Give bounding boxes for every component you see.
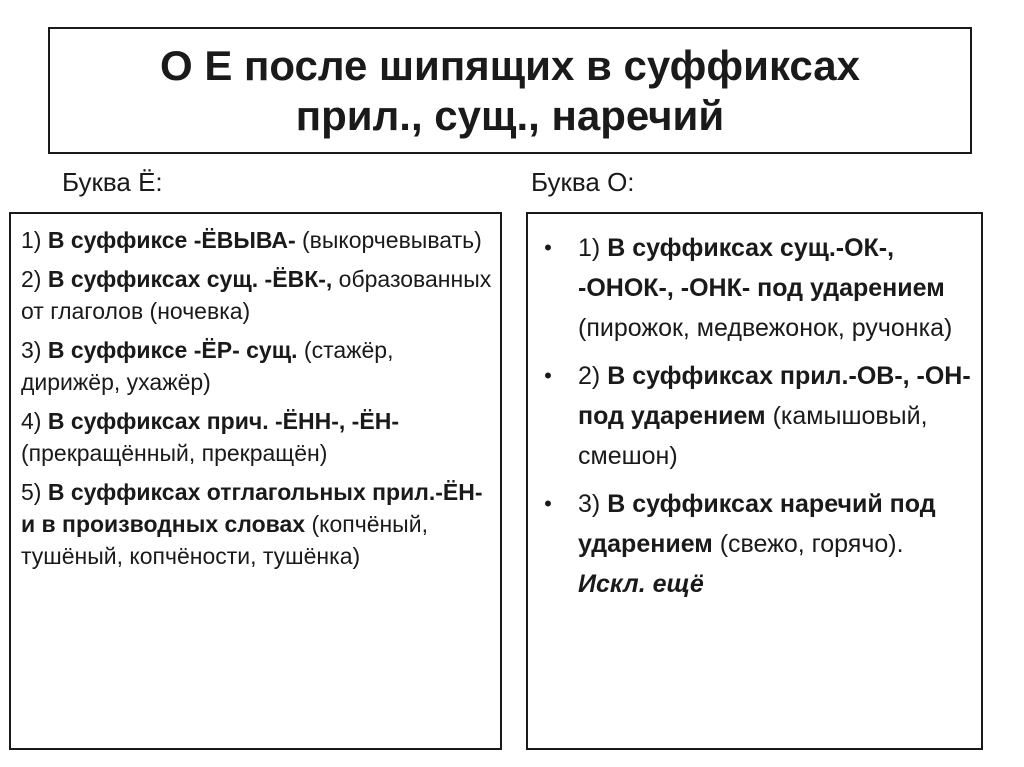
rule-number: 4)	[21, 408, 48, 434]
rule-bold-text: В суффиксах прич. -ЁНН-, -ЁН-	[47, 408, 399, 434]
rule-bold-text: В суффиксах сущ.-ОК-, -ОНОК-, -ОНК- под ударением	[578, 234, 945, 302]
right-rule-item	[538, 228, 978, 348]
rule-number: 3)	[578, 490, 608, 518]
bullet-icon: •	[544, 491, 552, 516]
left-column-label: Буква Ё:	[62, 167, 163, 197]
rule-example-text: (камышовый, смешон)	[578, 402, 928, 470]
right-rule-item	[538, 484, 978, 604]
rule-bold-text: В суффиксах сущ. -ЁВК-,	[47, 266, 333, 292]
rule-number: 5)	[21, 479, 48, 505]
rule-bold-text: В суффиксах отглагольных прил.-ЁН- и в производных словах	[21, 479, 483, 537]
left-rule-item	[21, 476, 496, 572]
right-rules-list	[538, 228, 978, 612]
rule-example-text: (выкорчевывать)	[295, 227, 482, 253]
rule-bold-text: В суффиксе -ЁР- сущ.	[47, 337, 298, 363]
rule-example-text: (копчёный, тушёный, копчёности, тушёнка)	[21, 511, 428, 569]
title-line-1: О Е после шипящих в суффиксах	[159, 41, 860, 89]
right-column-label: Буква О:	[531, 167, 635, 197]
right-rule-item	[538, 356, 978, 476]
rule-example-text: образованных от глаголов (ночевка)	[21, 266, 492, 324]
rule-bold-text: В суффиксах прил.-ОВ-, -ОН- под ударением	[578, 362, 971, 430]
title-line-2: прил., сущ., наречий	[295, 91, 725, 139]
title-box	[48, 27, 972, 154]
rule-number: 2)	[578, 362, 608, 390]
rule-number: 3)	[21, 337, 48, 363]
rule-number: 2)	[21, 266, 48, 292]
bullet-icon: •	[544, 363, 552, 388]
rule-example-text: (свежо, горячо).	[712, 530, 904, 558]
rule-number: 1)	[21, 227, 48, 253]
rule-example-text: (стажёр, дирижёр, ухажёр)	[21, 337, 394, 395]
left-rules-list	[21, 224, 496, 579]
left-rule-item	[21, 263, 496, 327]
rule-bold-text: В суффиксах наречий под ударением	[578, 490, 936, 558]
rule-example-text: (пирожок, медвежонок, ручонка)	[578, 314, 953, 342]
rule-number: 1)	[578, 234, 608, 262]
left-rule-item	[21, 334, 496, 398]
bullet-icon: •	[544, 235, 552, 260]
rule-exception-text: Искл. ещё	[578, 570, 704, 598]
rule-bold-text: В суффиксе -ЁВЫВА-	[47, 227, 296, 253]
left-rule-item	[21, 224, 496, 256]
rule-example-text: (прекращённый, прекращён)	[21, 440, 328, 466]
left-rules-box	[9, 212, 502, 750]
left-rule-item	[21, 405, 496, 469]
right-rules-box	[526, 212, 983, 750]
